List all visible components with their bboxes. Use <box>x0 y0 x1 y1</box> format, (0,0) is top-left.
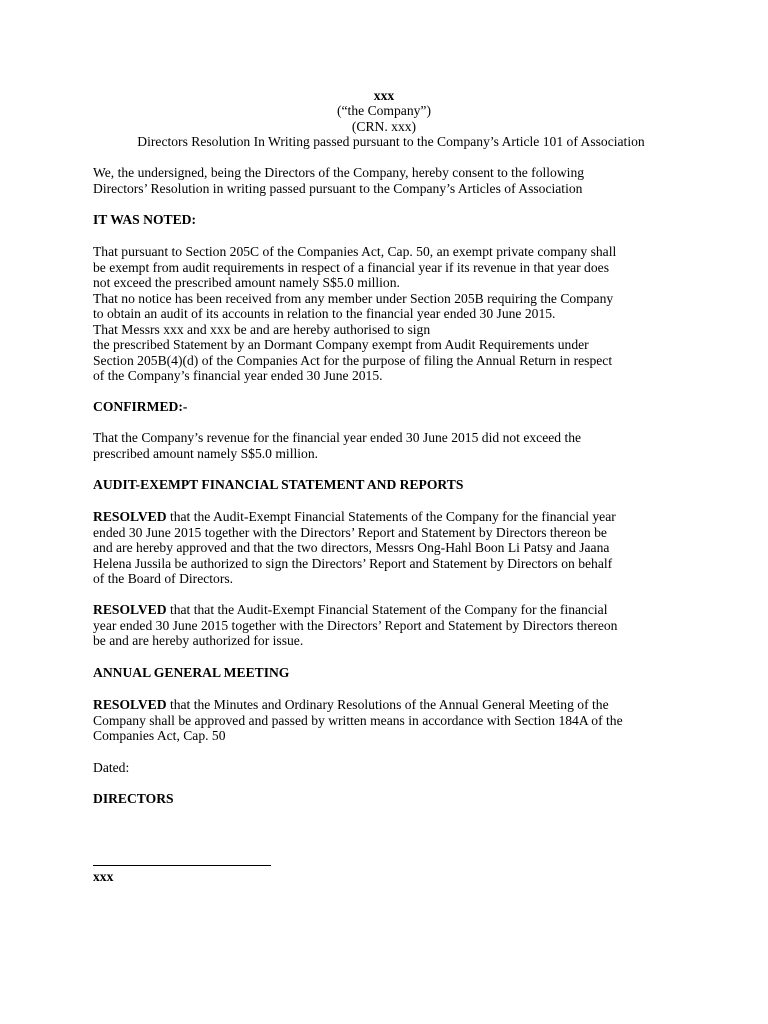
confirmed-paragraph <box>93 430 653 461</box>
noted-line: not exceed the prescribed amount namely S$5.0 million. <box>93 275 400 290</box>
confirmed-line: That the Company’s revenue for the financial year ended 30 June 2015 did not exceed the <box>93 430 582 445</box>
confirmed-line: prescribed amount namely S$5.0 million. <box>93 445 319 461</box>
resolution-line: year ended 30 June 2015 together with the Directors’ Report and Statement by Directors thereon <box>93 617 618 633</box>
noted-line: of the Company’s financial year ended 30 June 2015. <box>93 368 383 383</box>
company-alias: (“the Company”) <box>337 103 431 118</box>
resolved-keyword: RESOLVED <box>93 509 167 524</box>
noted-line: That no notice has been received from any member under Section 205B requiring the Company <box>93 290 614 306</box>
company-placeholder: xxx <box>373 88 395 103</box>
resolved-keyword: RESOLVED <box>93 697 167 712</box>
noted-line: Section 205B(4)(d) of the Companies Act for the purpose of filing the Annual Return in respect <box>93 352 613 368</box>
resolution-line: Helena Jussila be authorized to sign the Directors’ Report and Statement by Directors on behalf <box>93 555 613 571</box>
intro-line: Directors’ Resolution in writing passed pursuant to the Company’s Articles of Association <box>93 180 583 196</box>
resolution-line: of the Board of Directors. <box>93 571 234 586</box>
resolution-line: be and are hereby authorized for issue. <box>93 633 304 648</box>
crn: (CRN. xxx) <box>351 119 417 134</box>
audit-heading: AUDIT-EXEMPT FINANCIAL STATEMENT AND REPORTS <box>93 477 464 492</box>
noted-line: to obtain an audit of its accounts in relation to the financial year ended 30 June 2015. <box>93 306 556 321</box>
noted-line: the prescribed Statement by an Dormant Company exempt from Audit Requirements under <box>93 337 589 352</box>
noted-paragraph <box>93 244 653 384</box>
intro-line: We, the undersigned, being the Directors of the Company, hereby consent to the following <box>93 165 585 180</box>
resolution-text: that the Minutes and Ordinary Resolutions of the Annual General Meeting of the <box>166 697 609 712</box>
audit-resolution-2 <box>93 602 653 649</box>
intro-paragraph <box>93 165 653 196</box>
audit-resolution-1 <box>93 509 653 587</box>
resolution-line: Company shall be approved and passed by written means in accordance with Section 184A of the <box>93 712 623 728</box>
resolution-text: that that the Audit-Exempt Financial Statement of the Company for the financial <box>166 602 608 617</box>
document-title: Directors Resolution In Writing passed pursuant to the Company’s Article 101 of Association <box>137 134 645 149</box>
signature-name: xxx <box>93 869 114 884</box>
noted-line: That Messrs xxx and xxx be and are hereby authorised to sign <box>93 321 431 337</box>
agm-resolution <box>93 697 653 744</box>
noted-line: be exempt from audit requirements in respect of a financial year if its revenue in that year does <box>93 259 609 275</box>
dated-label: Dated: <box>93 760 130 775</box>
agm-heading: ANNUAL GENERAL MEETING <box>93 665 290 680</box>
resolution-line: and are hereby approved and that the two directors, Messrs Ong-Hahl Boon Li Patsy and Jaana <box>93 540 610 555</box>
directors-heading: DIRECTORS <box>93 791 174 806</box>
confirmed-heading: CONFIRMED:- <box>93 399 188 414</box>
resolution-line: ended 30 June 2015 together with the Directors’ Report and Statement by Directors thereon be <box>93 524 607 540</box>
signature-line <box>93 865 271 866</box>
resolution-line: Companies Act, Cap. 50 <box>93 728 226 743</box>
resolution-text: that the Audit-Exempt Financial Statements of the Company for the financial year <box>166 509 616 524</box>
resolved-keyword: RESOLVED <box>93 602 167 617</box>
noted-line: That pursuant to Section 205C of the Companies Act, Cap. 50, an exempt private company shall <box>93 244 617 259</box>
noted-heading: IT WAS NOTED: <box>93 212 196 227</box>
